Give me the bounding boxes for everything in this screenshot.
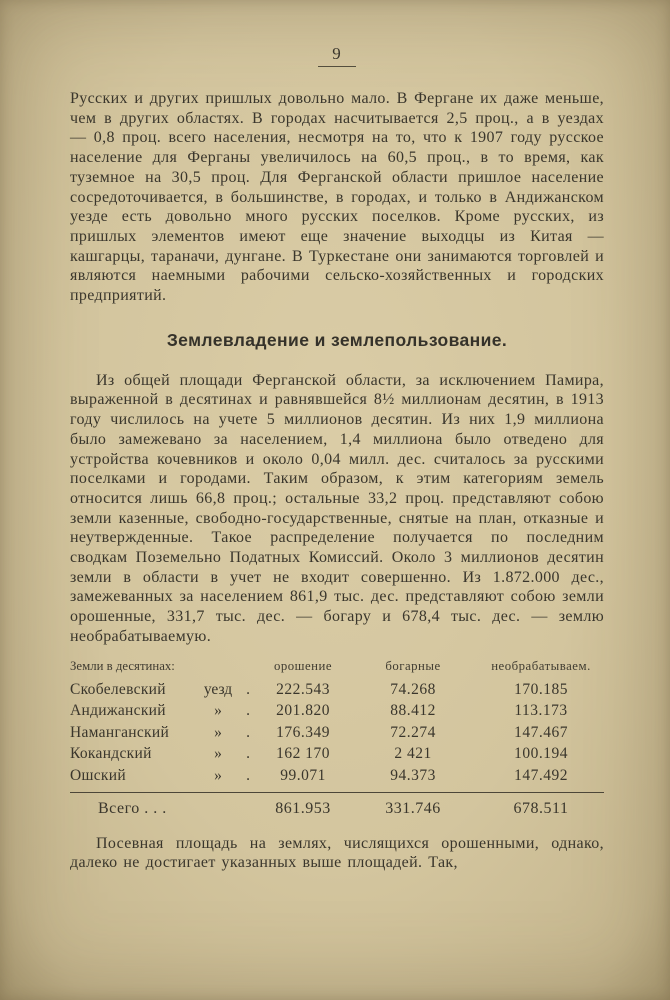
paragraph-settlers: Русских и других пришлых довольно мало. В Фергане их даже меньше, чем в других областях. В городах насчитывается 2,5 проц., а в уездах — 0,8 проц. всего населения, несмотря на то, что к 1907 году русское население для Ферганы увеличилось на 60,5 проц., в то время, как туземное на 30,5 проц. Для Ферганской области пришлое население сосредоточивается, в большинстве, в городах, и только в Андижанском уезде есть довольно много русских поселков. Кроме русских, из пришлых элементов имеют еще значение выходцы из Китая — кашгарцы, тараначи, дунгане. В Туркестане они занимаются торговлей и являются наемными рабочими сельско-хозяйственных и городских предприятий.	[70, 90, 604, 305]
table-row-namangan	[70, 722, 604, 744]
cell-uncultivated: 100.194	[514, 745, 568, 763]
cell-bogharic: 74.268	[390, 680, 436, 698]
cell-region: Кокандский	[70, 745, 152, 763]
cell-region: Андижанский	[70, 702, 166, 720]
cell-dot-leader: .	[246, 766, 250, 784]
cell-qualifier: уезд	[203, 680, 233, 698]
cell-irrigated: 99.071	[280, 766, 326, 784]
cell-qualifier: »	[214, 702, 222, 720]
cell-uncultivated: 170.185	[514, 680, 568, 698]
total-label: Всего . . .	[98, 800, 167, 818]
table-row-skobelevsky	[70, 679, 604, 701]
cell-bogharic: 2 421	[394, 745, 432, 763]
table-header-label: Земли в десятинах:	[70, 658, 175, 673]
cell-dot-leader: .	[246, 702, 250, 720]
section-heading: Землевладение и землепользование.	[166, 329, 508, 350]
cell-irrigated: 201.820	[276, 702, 330, 720]
table-row-kokand	[70, 743, 604, 765]
paragraph-land-area: Из общей площади Ферганской области, за исключением Памира, выраженной в десятинах и равнявшейся 8½ миллионам десятин, в 1913 году числилось на учете 5 миллионов десятин. Из них 1,9 миллиона было замежевано за населением, 1,4 миллиона было отведено для устройства кочевников и около 0,04 милл. дес. считалось за русскими поселками и городами. Таким образом, к этим категориям земель относится лишь 66,8 проц.; остальные 33,2 проц. представляют собою земли казенные, свободно-государственные, снятые на план, отказные и неутвержденные. Такое распределение получается по последним сводкам Поземельно Податных Комиссий. Около 3 миллионов десятин земли в области в учет не входит совершенно. Из 1.872.000 дес., замежеванных за населением 861,9 тыс. дес. представляют собою земли орошенные, 331,7 тыс. дес. — богару и 678,4 тыс. дес. — землю необрабатываемую.	[70, 371, 604, 645]
table-header-uncultivated: необрабатываем.	[491, 658, 591, 673]
cell-uncultivated: 113.173	[514, 702, 568, 720]
cell-dot-leader: .	[246, 680, 250, 698]
total-irrigated: 861.953	[275, 800, 331, 818]
cell-uncultivated: 147.467	[514, 723, 568, 741]
cell-region: Ошский	[70, 766, 126, 784]
total-uncultivated: 678.511	[513, 800, 569, 818]
cell-dot-leader: .	[246, 723, 250, 741]
cell-irrigated: 176.349	[276, 723, 330, 741]
table-header-bogharic: богарные	[385, 658, 441, 673]
cell-region: Наманганский	[70, 723, 170, 741]
cell-region: Скобелевский	[70, 680, 166, 698]
cell-uncultivated: 147.492	[514, 766, 568, 784]
table-total-divider	[70, 792, 604, 793]
cell-qualifier: »	[214, 745, 222, 763]
total-bogharic: 331.746	[385, 800, 441, 818]
cell-bogharic: 72.274	[390, 723, 436, 741]
cell-irrigated: 162 170	[276, 745, 330, 763]
table-header-irrigated: орошение	[273, 658, 333, 673]
page-number	[70, 44, 604, 67]
cell-qualifier: »	[214, 723, 222, 741]
paragraph-sown-area: Посевная площадь на землях, числящихся орошенными, однако, далеко не достигает указанных выше площадей. Так,	[70, 834, 604, 872]
table-row-andijan	[70, 700, 604, 722]
cell-irrigated: 222.543	[276, 680, 330, 698]
land-table	[70, 657, 604, 820]
cell-bogharic: 94.373	[390, 766, 436, 784]
cell-qualifier: »	[214, 766, 222, 784]
page-number-value: 9	[318, 44, 356, 67]
table-header-row	[70, 657, 604, 675]
cell-bogharic: 88.412	[390, 702, 436, 720]
table-row-osh	[70, 765, 604, 787]
cell-dot-leader: .	[246, 745, 250, 763]
table-total-row	[70, 798, 604, 820]
